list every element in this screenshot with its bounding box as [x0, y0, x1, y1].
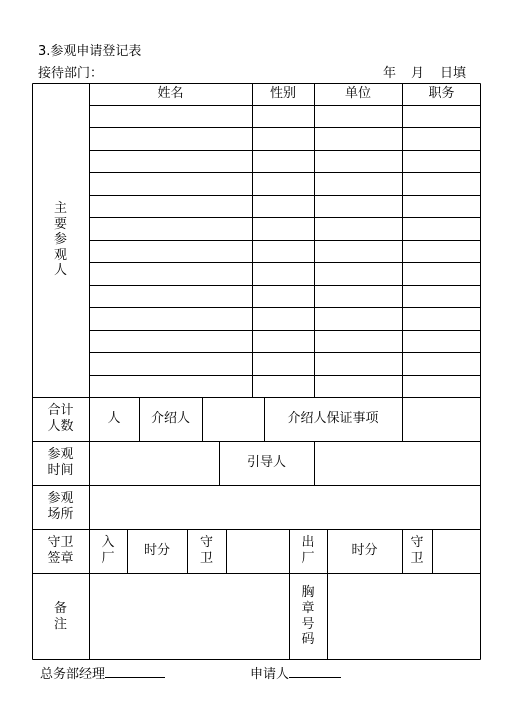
applicant-label: 申请人 [250, 667, 290, 682]
date-year: 年 [383, 66, 397, 81]
badge-label: 胸 章 号 码 [301, 585, 315, 648]
exit-time-label: 时分 [351, 543, 378, 559]
date-month: 月 [411, 66, 425, 81]
guarantee-label: 介绍人保证事项 [287, 411, 379, 427]
enter-time-label: 时分 [143, 543, 170, 559]
badge-field[interactable] [327, 573, 481, 660]
manager-signature [40, 663, 165, 682]
remarks-label: 备 注 [53, 600, 67, 632]
header-unit: 单位 [344, 86, 371, 102]
enter-label: 入 厂 [101, 535, 115, 566]
introducer-field[interactable] [202, 397, 264, 441]
enter-guard-field[interactable] [226, 529, 289, 573]
manager-label: 总务部经理 [40, 667, 106, 682]
guarantee-field[interactable] [402, 397, 481, 441]
visit-place-field[interactable] [89, 485, 481, 529]
guide-label: 引导人 [246, 455, 286, 471]
date-day: 日填 [440, 66, 467, 81]
applicant-signature [250, 663, 341, 682]
guide-field[interactable] [314, 441, 481, 485]
header-position: 职务 [428, 86, 455, 102]
reception-dept-label: 接待部门： [38, 66, 104, 81]
visit-time-field[interactable] [89, 441, 219, 485]
introducer-label: 介绍人 [150, 411, 190, 427]
visit-place-label: 参观 场所 [47, 491, 74, 522]
header-gender: 性别 [269, 86, 296, 102]
remarks-field[interactable] [89, 573, 289, 660]
person-unit: 人 [107, 411, 121, 427]
total-label: 合计 人数 [47, 403, 74, 434]
registration-table [32, 83, 481, 660]
exit-label: 出 厂 [301, 535, 315, 566]
visitors-label: 主 要 参 观 人 [53, 201, 67, 279]
enter-guard-label: 守 卫 [199, 535, 213, 566]
manager-signature-line[interactable] [105, 665, 165, 678]
exit-guard-field[interactable] [432, 529, 481, 573]
header-name: 姓名 [157, 86, 184, 102]
exit-guard-label: 守 卫 [410, 535, 424, 566]
form-title: 3.参观申请登记表 [38, 44, 142, 59]
guard-sign-label: 守卫 签章 [47, 535, 74, 566]
applicant-signature-line[interactable] [289, 665, 341, 678]
visit-time-label: 参观 时间 [47, 447, 74, 478]
